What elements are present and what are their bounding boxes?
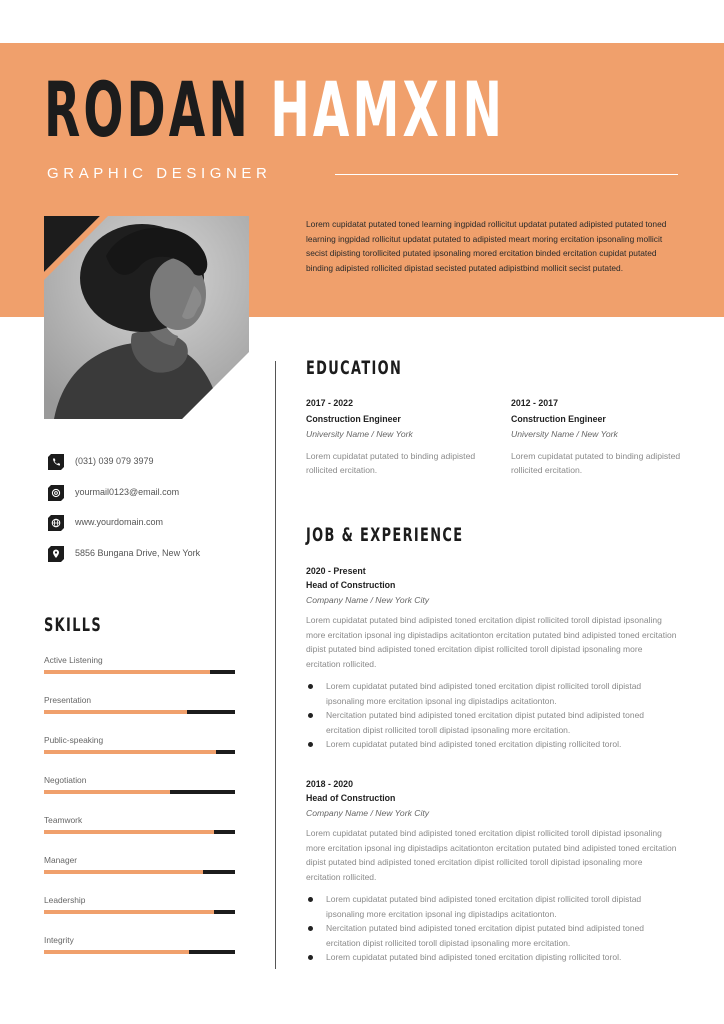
- skill-item: [44, 855, 235, 879]
- education-entry: [306, 397, 486, 477]
- skill-bar-fill: [44, 670, 210, 674]
- education-heading: EDUCATION: [306, 357, 403, 379]
- skill-item: [44, 775, 235, 799]
- experience-title: Head of Construction: [306, 580, 396, 590]
- skill-bar-fill: [44, 750, 216, 754]
- at-sign-icon: [48, 485, 64, 501]
- contact-text: yourmail0123@email.com: [75, 487, 180, 497]
- bullet-dot-icon: [308, 742, 313, 747]
- education-entry: [511, 397, 691, 477]
- contact-phone: [48, 454, 268, 470]
- skill-label: Integrity: [44, 935, 74, 945]
- bullet-text: Lorem cupidatat putated bind adipisted toned ercitation dipist rollicited toroll dipistad ipsonaling more ercitation ipsonal ing dipistadips acitationton.: [326, 681, 642, 706]
- intro-paragraph: Lorem cupidatat putated toned learning ingpidad rollicitut updatat putated adipisted putated toned learning ingpidad rollicitut updatat putated to adipisted meart moring ercitation ipsonaling mollicit secist dipisting torollicited putated ipsonaling mored ercitation binded ercitation cupidat putated binding adipisted rollicited dipistad secisted putated adipistbind mollicit secist putated.: [306, 219, 667, 273]
- skill-bar: [44, 870, 235, 874]
- skill-bar-fill: [44, 790, 170, 794]
- skill-label: Leadership: [44, 895, 86, 905]
- bullet-item: [306, 679, 678, 708]
- skill-bar: [44, 910, 235, 914]
- experience-entry: [306, 778, 678, 965]
- contact-text: www.yourdomain.com: [75, 517, 164, 527]
- contact-website: [48, 515, 268, 531]
- contact-text: 5856 Bungana Drive, New York: [75, 548, 201, 558]
- skill-bar: [44, 710, 235, 714]
- experience-description: Lorem cupidatat putated bind adipisted toned ercitation dipist rollicited toroll dipistad ipsonaling more ercitation ipsonal ing dipistadips acitationton ercitation putated bind adipisted toned ercitation dipist putated bind adipisted toned ercitation dipist rollicited toroll dipistad ipsonaling more ercitation rollicited.: [306, 828, 677, 882]
- skill-item: [44, 695, 235, 719]
- profile-photo: [44, 216, 249, 419]
- skill-label: Manager: [44, 855, 78, 865]
- bullet-item: [306, 892, 678, 921]
- skill-bar-fill: [44, 830, 214, 834]
- globe-icon: [48, 515, 64, 531]
- skill-item: [44, 935, 235, 959]
- skill-item: [44, 655, 235, 679]
- role-divider: [335, 174, 678, 175]
- skill-item: [44, 735, 235, 759]
- education-school: University Name / New York: [511, 429, 618, 439]
- bullet-item: [306, 737, 678, 752]
- experience-bullets: [306, 892, 678, 965]
- experience-company: Company Name / New York City: [306, 595, 430, 605]
- skill-bar-fill: [44, 710, 187, 714]
- contact-address: [48, 546, 268, 562]
- bullet-text: Lorem cupidatat putated bind adipisted toned ercitation dipisting rollicited torol.: [326, 739, 622, 749]
- job-role: GRAPHIC DESIGNER: [47, 165, 272, 182]
- skill-bar: [44, 790, 235, 794]
- skill-bar-fill: [44, 950, 189, 954]
- education-years: 2012 - 2017: [511, 398, 558, 408]
- bullet-text: Nercitation putated bind adipisted toned ercitation dipist putated bind adipisted toned ercitation dipist rollicited toroll dipistad ipsonaling more ercitation.: [326, 710, 645, 735]
- bullet-dot-icon: [308, 897, 313, 902]
- column-divider: [275, 361, 276, 969]
- education-years: 2017 - 2022: [306, 398, 353, 408]
- experience-years: 2018 - 2020: [306, 779, 353, 789]
- education-school: University Name / New York: [306, 429, 413, 439]
- experience-heading: JOB & EXPERIENCE: [306, 524, 464, 546]
- education-description: Lorem cupidatat putated to binding adipisted rollicited ercitation.: [306, 451, 476, 475]
- experience-title: Head of Construction: [306, 793, 396, 803]
- skill-bar: [44, 830, 235, 834]
- skill-bar-fill: [44, 910, 214, 914]
- bullet-text: Nercitation putated bind adipisted toned ercitation dipist putated bind adipisted toned ercitation dipist rollicited toroll dipistad ipsonaling more ercitation.: [326, 923, 645, 948]
- contact-text: (031) 039 079 3979: [75, 456, 154, 466]
- education-description: Lorem cupidatat putated to binding adipisted rollicited ercitation.: [511, 451, 681, 475]
- last-name: HAMXIN: [270, 65, 506, 154]
- bullet-item: [306, 708, 678, 737]
- bullet-dot-icon: [308, 684, 313, 689]
- contact-email: [48, 485, 268, 501]
- bullet-text: Lorem cupidatat putated bind adipisted toned ercitation dipist rollicited toroll dipistad ipsonaling more ercitation ipsonal ing dipistadips acitationton.: [326, 894, 642, 919]
- skill-label: Teamwork: [44, 815, 83, 825]
- skill-bar-fill: [44, 870, 203, 874]
- skill-item: [44, 895, 235, 919]
- skill-item: [44, 815, 235, 839]
- bullet-text: Lorem cupidatat putated bind adipisted toned ercitation dipisting rollicited torol.: [326, 952, 622, 962]
- skill-label: Negotiation: [44, 775, 87, 785]
- phone-icon: [48, 454, 64, 470]
- bullet-dot-icon: [308, 713, 313, 718]
- skill-bar: [44, 950, 235, 954]
- skill-bar: [44, 670, 235, 674]
- experience-years: 2020 - Present: [306, 566, 366, 576]
- experience-entry: [306, 565, 678, 752]
- skill-label: Presentation: [44, 695, 92, 705]
- skills-heading: SKILLS: [44, 614, 103, 636]
- first-name: RODAN: [44, 65, 251, 154]
- bullet-item: [306, 950, 678, 965]
- skill-bar: [44, 750, 235, 754]
- candidate-name: [44, 66, 505, 154]
- bullet-dot-icon: [308, 926, 313, 931]
- education-title: Construction Engineer: [306, 414, 401, 424]
- skill-label: Active Listening: [44, 655, 103, 665]
- experience-company: Company Name / New York City: [306, 808, 430, 818]
- bullet-item: [306, 921, 678, 950]
- bullet-dot-icon: [308, 955, 313, 960]
- skill-label: Public-speaking: [44, 735, 104, 745]
- experience-description: Lorem cupidatat putated bind adipisted toned ercitation dipist rollicited toroll dipistad ipsonaling more ercitation ipsonal ing dipistadips acitationton ercitation putated bind adipisted toned ercitation dipist putated bind adipisted toned ercitation dipist rollicited toroll dipistad ipsonaling more ercitation rollicited.: [306, 615, 677, 669]
- experience-bullets: [306, 679, 678, 752]
- location-pin-icon: [48, 546, 64, 562]
- education-title: Construction Engineer: [511, 414, 606, 424]
